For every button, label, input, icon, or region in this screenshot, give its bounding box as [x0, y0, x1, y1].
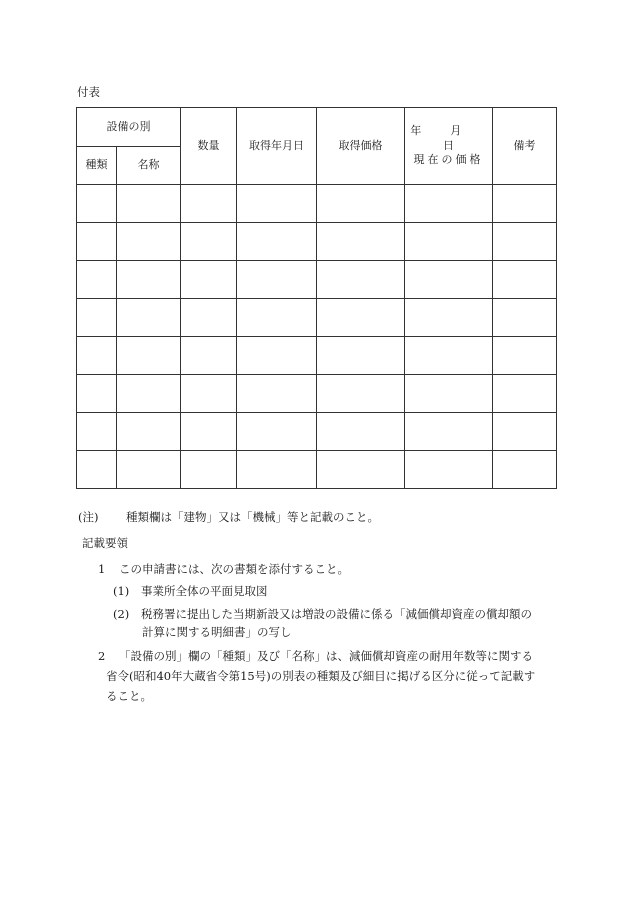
table-row — [77, 413, 557, 451]
table-cell — [317, 413, 405, 451]
item-text-line1: 「設備の別」欄の「種類」及び「名称」は、減価償却資産の耐用年数等に関する — [119, 649, 533, 663]
table-row — [77, 299, 557, 337]
table-cell — [493, 185, 557, 223]
table-cell — [77, 223, 117, 261]
table-row — [77, 375, 557, 413]
header-current-price — [405, 108, 493, 185]
item-number: 1 — [98, 562, 106, 576]
table-cell — [181, 375, 237, 413]
header-quantity: 数量 — [181, 108, 237, 185]
table-cell — [117, 337, 181, 375]
month-label: 月 — [450, 123, 462, 137]
table-cell — [181, 451, 237, 489]
sub-number: (1) — [113, 584, 130, 598]
table-cell — [77, 451, 117, 489]
table-cell — [77, 261, 117, 299]
note-text: 種類欄は「建物」又は「機械」等と記載のこと。 — [126, 510, 379, 524]
table-cell — [117, 451, 181, 489]
table-cell — [317, 375, 405, 413]
table-cell — [77, 337, 117, 375]
table-cell — [117, 223, 181, 261]
table-cell — [493, 261, 557, 299]
note-label: (注) — [78, 510, 99, 524]
table-cell — [405, 299, 493, 337]
instruction-item-1 — [98, 561, 349, 577]
sub-text-line1: 税務署に提出した当期新設又は増設の設備に係る「減価償却資産の償却額の — [141, 607, 532, 621]
year-label: 年 — [410, 123, 422, 137]
table-cell — [181, 299, 237, 337]
header-acquisition-date: 取得年月日 — [237, 108, 317, 185]
current-price-label: 現在の価格 — [413, 153, 484, 167]
table-row — [77, 451, 557, 489]
table-cell — [493, 451, 557, 489]
table-body — [77, 185, 557, 489]
note — [78, 509, 379, 525]
item-text-line3: ること。 — [106, 689, 152, 703]
sub-number: (2) — [113, 607, 130, 621]
header-kind: 種類 — [77, 147, 117, 185]
table-cell — [237, 299, 317, 337]
sub-text-line2: 計算に関する明細書」の写し — [142, 625, 292, 639]
table-cell — [77, 185, 117, 223]
table-cell — [77, 375, 117, 413]
item-text-line2: 省令(昭和40年大蔵省令第15号)の別表の種類及び細目に掲げる区分に従って記載す — [106, 669, 536, 683]
instruction-sub-2 — [113, 605, 558, 641]
header-acquisition-price: 取得価格 — [317, 108, 405, 185]
instruction-item-2 — [98, 646, 558, 706]
table-cell — [493, 375, 557, 413]
table-cell — [493, 337, 557, 375]
table-cell — [405, 413, 493, 451]
day-label: 日 — [443, 138, 454, 152]
table-cell — [181, 413, 237, 451]
table-cell — [77, 413, 117, 451]
table-cell — [117, 185, 181, 223]
table-cell — [405, 451, 493, 489]
table-cell — [181, 185, 237, 223]
table-cell — [405, 337, 493, 375]
table-cell — [405, 375, 493, 413]
table-cell — [493, 413, 557, 451]
item-number: 2 — [98, 649, 106, 663]
table-cell — [237, 261, 317, 299]
table-cell — [405, 261, 493, 299]
table-cell — [237, 223, 317, 261]
table-row — [77, 223, 557, 261]
table-cell — [317, 337, 405, 375]
table-cell — [237, 413, 317, 451]
table-row — [77, 185, 557, 223]
table-cell — [117, 413, 181, 451]
table-cell — [317, 261, 405, 299]
table-cell — [117, 375, 181, 413]
table-cell — [181, 261, 237, 299]
table-cell — [181, 337, 237, 375]
table-cell — [237, 337, 317, 375]
sub-text: 事業所全体の平面見取図 — [141, 584, 268, 598]
header-name: 名称 — [117, 147, 181, 185]
table-header-row — [77, 108, 557, 147]
table-row — [77, 337, 557, 375]
table-cell — [405, 223, 493, 261]
table-cell — [117, 299, 181, 337]
table-cell — [237, 451, 317, 489]
table-cell — [493, 299, 557, 337]
table-row — [77, 261, 557, 299]
table-cell — [317, 223, 405, 261]
table-cell — [317, 185, 405, 223]
table-cell — [317, 299, 405, 337]
table-cell — [405, 185, 493, 223]
header-remarks: 備考 — [493, 108, 557, 185]
table-cell — [493, 223, 557, 261]
instruction-sub-1 — [113, 583, 268, 599]
table-cell — [117, 261, 181, 299]
header-equipment-type: 設備の別 — [77, 108, 181, 147]
current-price-date — [405, 124, 492, 154]
table-cell — [237, 375, 317, 413]
table-cell — [77, 299, 117, 337]
item-text: この申請書には、次の書類を添付すること。 — [119, 562, 349, 576]
table-cell — [237, 185, 317, 223]
table-cell — [317, 451, 405, 489]
page-title: 付表 — [77, 85, 100, 99]
instructions-heading: 記載要領 — [82, 536, 128, 550]
table-cell — [181, 223, 237, 261]
equipment-table — [76, 107, 557, 489]
